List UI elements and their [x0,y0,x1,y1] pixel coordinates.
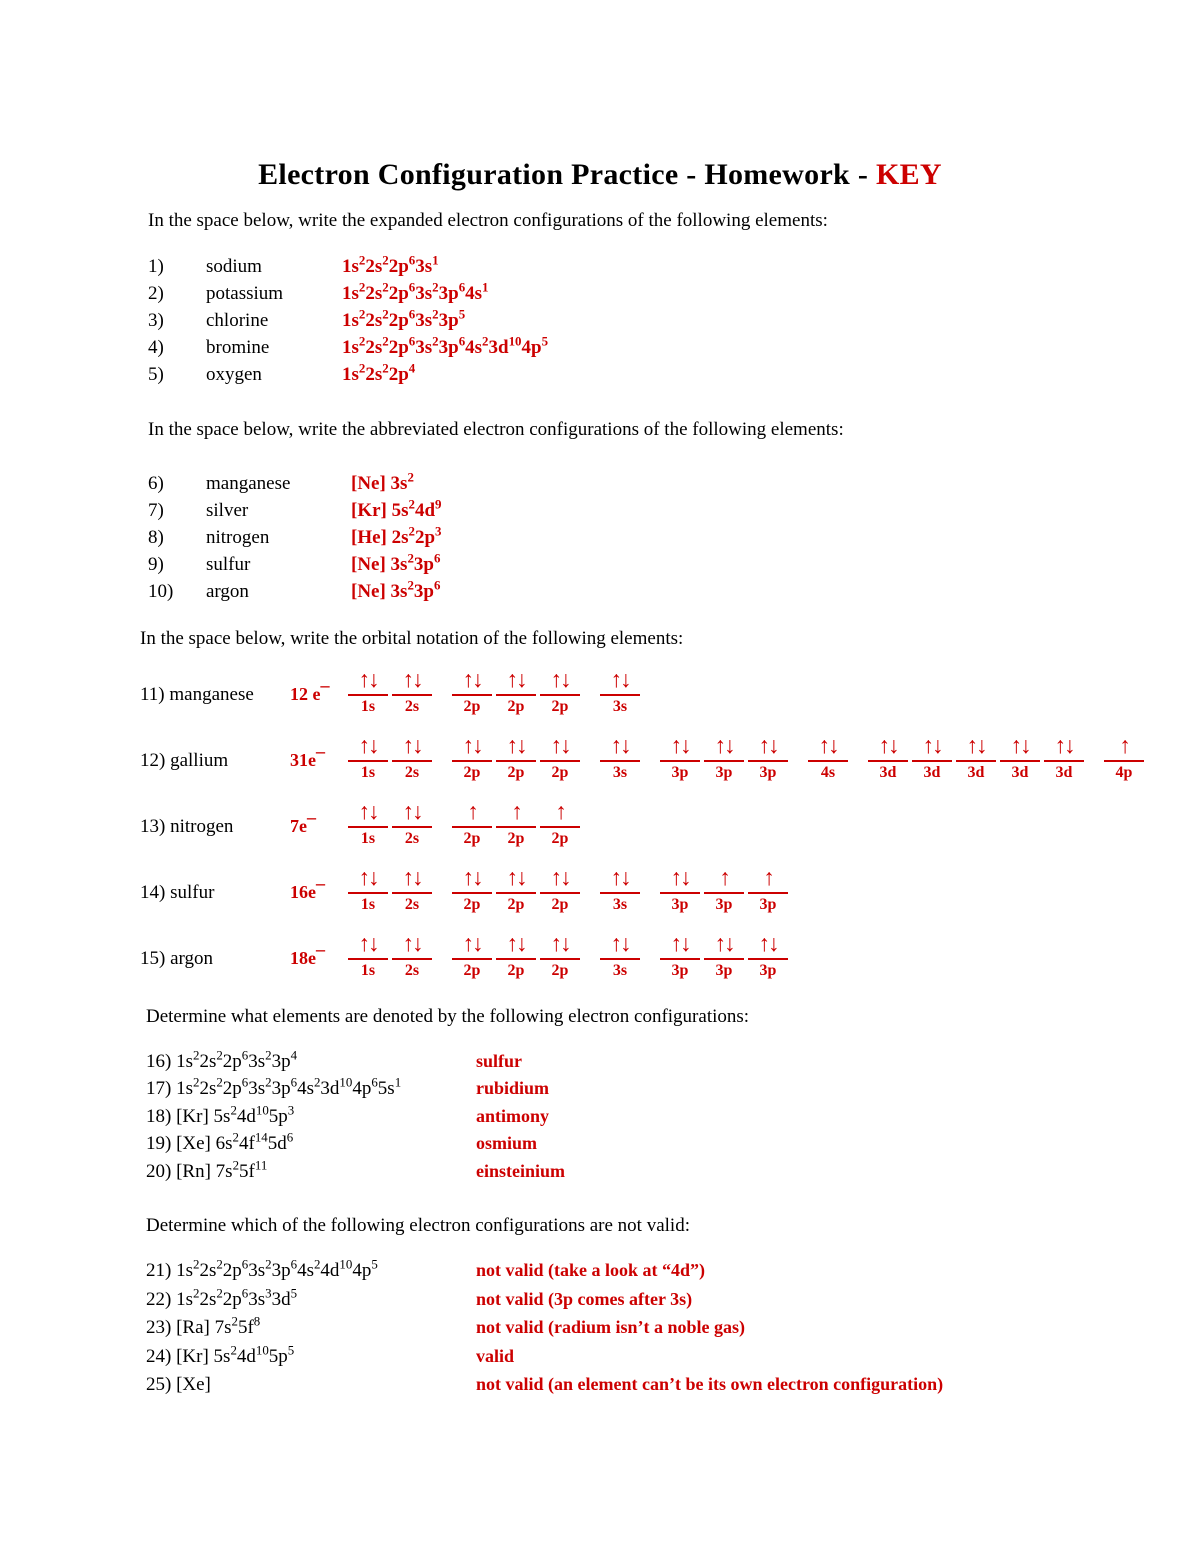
orbital-arrows: ↑↓ [392,800,432,828]
orbital-notation-item [0,668,1200,716]
abbreviated-item [148,498,1200,525]
element-name: argon [206,580,249,602]
orbital-arrows: ↑↓ [660,734,700,762]
orbital-sublabel: 2s [404,829,420,847]
orbital-arrows: ↑↓ [496,866,536,894]
orbital-sublabel: 2p [551,895,569,913]
orbital-arrows: ↑↓ [348,800,388,828]
orbital-arrows: ↑↓ [912,734,952,762]
orbital-slot [348,734,388,782]
orbital-sublabel: 3p [759,895,777,913]
orbital-group [452,866,584,914]
orbital-sublabel: 3d [879,763,897,781]
answer-validity: not valid (3p comes after 3s) [476,1288,693,1309]
orbital-sublabel: 3s [612,895,628,913]
orbital-slot [392,932,432,980]
item-number: 8) [148,526,164,548]
electron-count: 18e¯ [290,947,325,968]
orbital-arrows: ↑↓ [1044,734,1084,762]
orbital-arrows: ↑↓ [660,866,700,894]
orbital-slot [868,734,908,782]
expanded-item [148,335,1200,362]
orbital-item-label: 15) argon [140,947,213,969]
orbital-sublabel: 3p [715,961,733,979]
orbital-sublabel: 1s [360,763,376,781]
orbital-arrows: ↑↓ [956,734,996,762]
instruction-expanded: In the space below, write the expanded electron configurations of the following elements: [148,210,828,231]
orbital-sublabel: 2s [404,895,420,913]
orbital-slot [496,932,536,980]
element-name: oxygen [206,363,262,385]
orbital-sublabel: 2p [507,961,525,979]
item-number: 7) [148,499,164,521]
orbital-slot [540,668,580,716]
answer-validity: valid [476,1345,515,1366]
orbital-sublabel: 3d [923,763,941,781]
orbital-group [348,668,436,716]
orbital-arrows: ↑↓ [348,932,388,960]
orbital-sublabel: 4s [820,763,836,781]
orbital-sublabel: 2p [463,895,481,913]
identify-item [0,1158,1200,1186]
orbital-slot [392,734,432,782]
identify-item [0,1075,1200,1103]
expanded-item [148,362,1200,389]
orbital-sublabel: 3d [1011,763,1029,781]
item-number: 9) [148,553,164,575]
question-configuration: 22) $1s^22s^22p^63s^33d^5$ [146,1285,298,1310]
identify-elements-list [0,1048,1200,1186]
element-configuration: $1s^22s^22p^63s^1$ [342,252,439,277]
validity-item [0,1371,1200,1400]
element-configuration: [Ne] $3s^23p^6$ [351,577,441,602]
abbreviated-item [148,525,1200,552]
electron-count: 31e¯ [290,749,325,770]
item-number: 6) [148,472,164,494]
orbital-group [660,734,792,782]
orbital-slot [748,932,788,980]
element-configuration: [Kr] $5s^24d^9$ [351,496,442,521]
answer-validity: not valid (radium isn’t a noble gas) [476,1317,746,1338]
validity-item [0,1343,1200,1372]
question-configuration: 24) [Kr] $5s^24d^{10}5p^5$ [146,1342,295,1367]
orbital-group [660,866,792,914]
orbital-sublabel: 4p [1115,763,1133,781]
orbital-arrows: ↑↓ [496,734,536,762]
item-number: 2) [148,282,164,304]
orbital-group [452,668,584,716]
orbital-arrows: ↑↓ [452,668,492,696]
orbital-slot [600,866,640,914]
orbital-notation-item [0,734,1200,782]
orbital-group [348,800,436,848]
item-number: 1) [148,256,164,277]
abbreviated-item [148,552,1200,579]
orbital-boxes [348,932,792,980]
element-configuration: $1s^22s^22p^63s^23p^64s^23d^{10}4p^5$ [342,333,549,358]
orbital-slot [540,866,580,914]
validity-list [0,1257,1200,1400]
question-configuration: 19) [Xe] $6s^24f^{14}5d^6$ [146,1130,294,1155]
answer-element: osmium [476,1133,538,1154]
element-name: potassium [206,282,284,304]
element-configuration: [Ne] $3s^2$ [351,469,414,494]
orbital-notation-item [0,866,1200,914]
orbital-sublabel: 2p [551,763,569,781]
orbital-slot [452,734,492,782]
orbital-group [660,932,792,980]
item-number: 10) [148,580,174,602]
item-number: 4) [148,336,164,358]
orbital-arrows: ↑ [748,866,788,894]
orbital-sublabel: 3p [671,763,689,781]
orbital-group [600,932,644,980]
orbital-slot [660,866,700,914]
answer-validity: not valid (an element can’t be its own electron configuration) [476,1374,944,1395]
abbreviated-list [0,471,1200,606]
orbital-slot [348,800,388,848]
identify-item [0,1048,1200,1076]
answer-element: sulfur [476,1050,523,1071]
orbital-group [808,734,852,782]
orbital-sublabel: 3d [1055,763,1073,781]
orbital-arrows: ↑↓ [600,866,640,894]
orbital-arrows: ↑↓ [392,734,432,762]
orbital-slot [704,734,744,782]
orbital-arrows: ↑ [496,800,536,828]
orbital-slot [704,932,744,980]
orbital-sublabel: 1s [360,829,376,847]
answer-element: einsteinium [476,1160,566,1181]
orbital-arrows: ↑↓ [540,866,580,894]
orbital-slot [912,734,952,782]
orbital-sublabel: 2p [507,895,525,913]
page-title-key: KEY [875,158,942,191]
orbital-arrows: ↑ [1104,734,1144,762]
item-number: 5) [148,363,164,385]
orbital-slot [1104,734,1144,782]
orbital-slot [748,866,788,914]
orbital-slot [540,932,580,980]
element-configuration: $1s^22s^22p^63s^23p^5$ [342,306,466,331]
expanded-item [148,254,1200,281]
orbital-arrows: ↑↓ [1000,734,1040,762]
orbital-arrows: ↑↓ [704,734,744,762]
orbital-sublabel: 2s [404,763,420,781]
orbital-slot [660,932,700,980]
orbital-slot [956,734,996,782]
abbreviated-item [148,471,1200,498]
orbital-slot [392,800,432,848]
orbital-boxes [348,800,584,848]
orbital-slot [600,734,640,782]
orbital-sublabel: 3s [612,961,628,979]
orbital-sublabel: 1s [360,895,376,913]
orbital-arrows: ↑ [704,866,744,894]
orbital-arrows: ↑↓ [748,932,788,960]
page-title-text: Electron Configuration Practice - Homework - [258,158,876,191]
instruction-validity: Determine which of the following electron configurations are not valid: [146,1215,690,1237]
question-configuration: 23) [Ra] $7s^25f^8$ [146,1314,261,1339]
orbital-arrows: ↑↓ [600,932,640,960]
orbital-slot [452,866,492,914]
orbital-arrows: ↑↓ [392,668,432,696]
orbital-group [348,734,436,782]
orbital-sublabel: 2s [404,697,420,715]
orbital-group [348,932,436,980]
orbital-slot [704,866,744,914]
orbital-sublabel: 3d [967,763,985,781]
orbital-notation-list [0,668,1200,980]
instruction-identify: Determine what elements are denoted by the following electron configurations: [146,1005,750,1027]
orbital-slot [348,668,388,716]
orbital-slot [496,668,536,716]
orbital-slot [1000,734,1040,782]
question-configuration: 25) [Xe] [146,1374,211,1396]
orbital-sublabel: 3p [715,763,733,781]
orbital-item-label: 12) gallium [140,749,229,771]
orbital-slot [496,800,536,848]
element-name: chlorine [206,309,269,331]
orbital-slot [808,734,848,782]
electron-count: 12 e¯ [290,683,330,704]
orbital-notation-item [0,932,1200,980]
orbital-slot [348,866,388,914]
orbital-boxes [348,866,792,914]
orbital-sublabel: 2p [507,697,525,715]
orbital-boxes [348,734,1148,782]
orbital-arrows: ↑↓ [348,734,388,762]
question-configuration: 16) $1s^22s^22p^63s^23p^4$ [146,1047,298,1072]
orbital-slot [392,668,432,716]
orbital-arrows: ↑↓ [348,866,388,894]
orbital-arrows: ↑↓ [540,932,580,960]
orbital-arrows: ↑↓ [348,668,388,696]
orbital-slot [660,734,700,782]
orbital-group [600,866,644,914]
orbital-group [452,800,584,848]
orbital-sublabel: 2p [551,961,569,979]
orbital-sublabel: 2p [551,829,569,847]
question-configuration: 17) $1s^22s^22p^63s^23p^64s^23d^{10}4p^65s^1$ [146,1074,402,1100]
orbital-sublabel: 3p [671,895,689,913]
expanded-list [0,254,1200,389]
orbital-slot [496,734,536,782]
orbital-sublabel: 2p [463,697,481,715]
orbital-arrows: ↑↓ [660,932,700,960]
identify-item [0,1130,1200,1158]
orbital-slot [452,668,492,716]
orbital-group [452,932,584,980]
orbital-item-label: 13) nitrogen [140,815,234,837]
element-name: sodium [206,256,262,277]
orbital-sublabel: 3p [715,895,733,913]
orbital-sublabel: 2p [507,829,525,847]
orbital-boxes [348,668,644,716]
orbital-sublabel: 2p [463,961,481,979]
expanded-item [148,308,1200,335]
orbital-arrows: ↑↓ [748,734,788,762]
orbital-slot [600,668,640,716]
answer-element: antimony [476,1105,550,1126]
orbital-group [348,866,436,914]
orbital-group [452,734,584,782]
orbital-arrows: ↑↓ [868,734,908,762]
orbital-slot [748,734,788,782]
orbital-sublabel: 2p [463,829,481,847]
orbital-arrows: ↑ [452,800,492,828]
orbital-arrows: ↑↓ [392,866,432,894]
element-configuration: [He] $2s^22p^3$ [351,523,442,548]
orbital-arrows: ↑↓ [496,932,536,960]
orbital-arrows: ↑ [540,800,580,828]
orbital-arrows: ↑↓ [452,932,492,960]
orbital-arrows: ↑↓ [392,932,432,960]
orbital-arrows: ↑↓ [600,668,640,696]
validity-item [0,1286,1200,1315]
orbital-slot [496,866,536,914]
question-configuration: 18) [Kr] $5s^24d^{10}5p^3$ [146,1102,295,1127]
question-configuration: 21) $1s^22s^22p^63s^23p^64s^24d^{10}4p^5$ [146,1257,378,1282]
element-configuration: $1s^22s^22p^63s^23p^64s^1$ [342,279,489,304]
element-name: silver [206,499,249,521]
orbital-item-label: 14) sulfur [140,881,215,903]
item-number: 3) [148,309,164,331]
orbital-arrows: ↑↓ [808,734,848,762]
validity-item [0,1257,1200,1286]
orbital-slot [452,800,492,848]
orbital-sublabel: 1s [360,961,376,979]
orbital-slot [540,734,580,782]
orbital-group [868,734,1088,782]
orbital-group [600,734,644,782]
orbital-arrows: ↑↓ [540,668,580,696]
orbital-sublabel: 2p [463,763,481,781]
orbital-sublabel: 3p [671,961,689,979]
answer-element: rubidium [476,1078,550,1099]
orbital-notation-item [0,800,1200,848]
orbital-sublabel: 3s [612,697,628,715]
question-configuration: 20) [Rn] $7s^25f^{11}$ [146,1157,268,1182]
element-configuration: $1s^22s^22p^4$ [342,360,416,385]
orbital-sublabel: 3p [759,763,777,781]
orbital-group [600,668,644,716]
orbital-arrows: ↑↓ [704,932,744,960]
instruction-abbreviated: In the space below, write the abbreviated electron configurations of the following elements: [148,418,844,440]
abbreviated-item [148,579,1200,606]
orbital-arrows: ↑↓ [452,734,492,762]
orbital-arrows: ↑↓ [496,668,536,696]
orbital-sublabel: 2s [404,961,420,979]
orbital-arrows: ↑↓ [600,734,640,762]
orbital-arrows: ↑↓ [452,866,492,894]
answer-validity: not valid (take a look at “4d”) [476,1260,706,1281]
element-name: nitrogen [206,526,270,548]
orbital-slot [452,932,492,980]
orbital-sublabel: 2p [551,697,569,715]
element-configuration: [Ne] $3s^23p^6$ [351,550,441,575]
orbital-sublabel: 1s [360,697,376,715]
instruction-orbital: In the space below, write the orbital notation of the following elements: [140,627,684,649]
orbital-slot [600,932,640,980]
electron-count: 7e¯ [290,815,316,836]
orbital-slot [392,866,432,914]
validity-item [0,1314,1200,1343]
orbital-arrows: ↑↓ [540,734,580,762]
electron-count: 16e¯ [290,881,325,902]
element-name: manganese [206,472,291,494]
orbital-slot [1044,734,1084,782]
identify-item [0,1103,1200,1131]
orbital-sublabel: 3p [759,961,777,979]
element-name: sulfur [206,553,251,575]
orbital-group [1104,734,1148,782]
orbital-sublabel: 2p [507,763,525,781]
element-name: bromine [206,336,270,358]
page-title [0,0,1200,192]
orbital-slot [540,800,580,848]
orbital-item-label: 11) manganese [140,683,254,705]
orbital-sublabel: 3s [612,763,628,781]
expanded-item [148,281,1200,308]
orbital-slot [348,932,388,980]
